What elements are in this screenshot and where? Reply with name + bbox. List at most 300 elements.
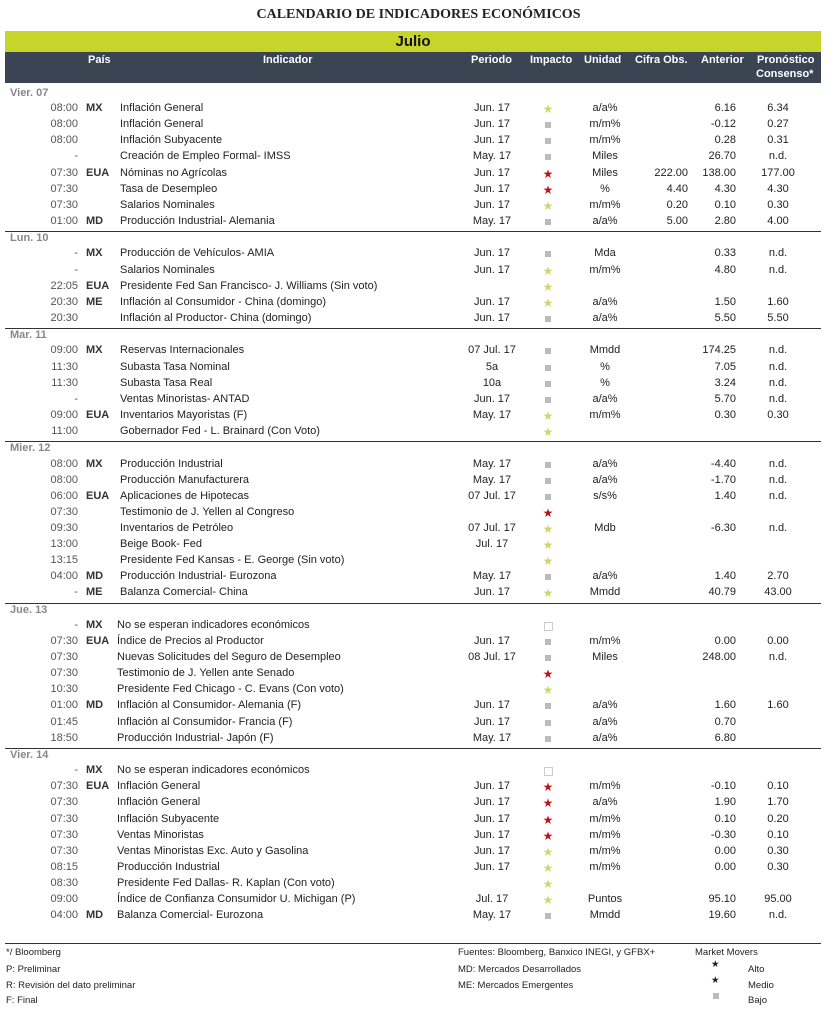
country-cell: EUA — [86, 166, 110, 179]
time-cell: 08:00 — [50, 102, 78, 115]
table-row — [0, 554, 837, 570]
forecast-cell: 1.60 — [767, 699, 789, 712]
forecast-cell: 95.00 — [764, 893, 792, 905]
yellow-star-icon: ★ — [542, 279, 554, 294]
period-cell: Jun. 17 — [473, 780, 511, 793]
time-cell: 07:30 — [50, 182, 78, 195]
previous-cell: 6.16 — [714, 102, 736, 115]
unit-cell: Miles — [592, 651, 618, 664]
table-row — [0, 716, 837, 732]
time-cell: 07:30 — [50, 505, 78, 518]
country-cell: ME — [86, 586, 103, 599]
time-cell: 01:45 — [50, 715, 78, 728]
table-row — [0, 102, 837, 118]
indicator-cell: Inflación al Consumidor- Francia (F) — [117, 715, 293, 728]
period-cell: May. 17 — [472, 457, 512, 470]
day-divider — [5, 748, 821, 749]
unit-cell: a/a% — [592, 715, 618, 728]
gray-square-icon — [538, 134, 558, 147]
unit-cell: m/m% — [589, 118, 621, 131]
table-row — [0, 732, 837, 748]
indicator-cell: Inflación al Consumidor- Alemania (F) — [117, 699, 302, 712]
col-forecast: Pronóstico — [757, 54, 815, 66]
table-row — [0, 247, 837, 263]
time-cell: 07:30 — [50, 828, 78, 841]
red-star-icon: ★ — [542, 667, 554, 682]
footer-note: F: Final — [6, 995, 38, 1006]
gray-square-icon — [538, 150, 558, 163]
table-row — [0, 796, 837, 812]
forecast-cell: 43.00 — [764, 586, 792, 599]
footer-note: */ Bloomberg — [6, 947, 61, 958]
unit-cell: m/m% — [589, 812, 621, 825]
indicator-cell: Producción de Vehículos- AMIA — [120, 247, 275, 260]
forecast-cell: n.d. — [768, 651, 788, 664]
yellow-star-icon: ★ — [542, 893, 554, 907]
red-star-icon: ★ — [711, 959, 720, 970]
time-cell: 10:30 — [50, 683, 78, 696]
table-row — [0, 780, 837, 796]
indicator-cell: Reservas Internacionales — [120, 344, 245, 357]
forecast-cell: 177.00 — [761, 166, 795, 179]
previous-cell: 0.10 — [714, 812, 736, 825]
time-cell: 13:00 — [50, 538, 78, 550]
previous-cell: 40.79 — [708, 586, 736, 599]
forecast-cell: 0.30 — [767, 408, 789, 421]
time-cell: - — [74, 764, 78, 777]
time-cell: - — [74, 150, 78, 163]
indicator-cell: Inflación General — [117, 780, 201, 793]
table-header — [5, 52, 821, 83]
country-cell: EUA — [86, 780, 110, 793]
forecast-cell: n.d. — [768, 909, 788, 922]
indicator-cell: Nuevas Solicitudes del Seguro de Desempleo — [117, 651, 341, 664]
time-cell: - — [74, 247, 78, 260]
country-cell: MX — [86, 618, 103, 631]
unit-cell: m/m% — [589, 828, 621, 841]
previous-cell: 0.70 — [714, 715, 736, 728]
gray-square-icon — [538, 344, 558, 357]
red-star-icon: ★ — [542, 780, 554, 795]
previous-cell: 3.24 — [714, 376, 736, 389]
unit-cell: a/a% — [592, 699, 618, 712]
empty-box-icon — [538, 619, 558, 634]
day-label: Vier. 14 — [10, 749, 49, 762]
table-row — [0, 538, 837, 554]
table-row — [0, 635, 837, 651]
time-cell: - — [74, 392, 78, 405]
unit-cell: Miles — [592, 150, 618, 163]
time-cell: 20:30 — [50, 295, 78, 308]
previous-cell: 174.25 — [702, 344, 736, 357]
indicator-cell: Presidente Fed Dallas- R. Kaplan (Con voto) — [117, 876, 335, 889]
col-country: País — [88, 54, 111, 66]
unit-cell: a/a% — [592, 731, 618, 744]
gray-square-icon — [538, 377, 558, 390]
time-cell: 08:00 — [50, 473, 78, 486]
time-cell: 08:15 — [50, 860, 78, 873]
unit-cell: m/m% — [589, 198, 621, 211]
movers-title: Market Movers — [695, 947, 758, 958]
period-cell: Jun. 17 — [473, 166, 511, 179]
table-row — [0, 764, 837, 780]
time-cell: 07:30 — [50, 651, 78, 664]
forecast-cell: 1.70 — [767, 796, 789, 809]
col-period: Periodo — [471, 54, 512, 66]
col-indicator: Indicador — [263, 54, 313, 66]
footer-source: MD: Mercados Desarrollados — [458, 964, 582, 975]
previous-cell: 1.40 — [714, 570, 736, 583]
day-label: Mar. 11 — [10, 329, 47, 342]
gray-square-icon — [538, 699, 558, 712]
time-cell: 08:30 — [50, 876, 78, 889]
country-cell: MD — [86, 699, 104, 712]
country-cell: EUA — [86, 489, 110, 502]
red-star-icon: ★ — [542, 505, 554, 520]
yellow-star-icon: ★ — [542, 424, 554, 439]
period-cell: Jun. 17 — [473, 860, 511, 873]
previous-cell: 0.00 — [714, 860, 736, 873]
forecast-cell: n.d. — [768, 392, 788, 405]
forecast-cell: 0.20 — [767, 812, 789, 825]
forecast-cell: 0.10 — [767, 828, 789, 841]
unit-cell: m/m% — [589, 134, 621, 147]
previous-cell: 1.60 — [714, 699, 736, 712]
gray-square-icon — [538, 361, 558, 374]
country-cell: MD — [86, 214, 104, 227]
forecast-cell: 5.50 — [767, 311, 789, 324]
country-cell: EUA — [86, 408, 110, 421]
unit-cell: m/m% — [589, 860, 621, 873]
indicator-cell: Testimonio de J. Yellen ante Senado — [117, 667, 295, 680]
forecast-cell: n.d. — [768, 247, 788, 260]
col-consensus: Consenso* — [756, 68, 814, 80]
forecast-cell: n.d. — [768, 263, 788, 276]
table-row — [0, 118, 837, 134]
col-impact: Impacto — [530, 54, 573, 66]
period-cell: Jul. 17 — [475, 893, 509, 905]
time-cell: 07:30 — [50, 198, 78, 211]
table-row — [0, 667, 837, 683]
country-cell: MD — [86, 909, 104, 922]
table-row — [0, 183, 837, 199]
period-cell: 08 Jul. 17 — [468, 651, 516, 664]
day-divider — [5, 441, 821, 442]
indicator-cell: Producción Industrial- Alemania — [120, 214, 275, 227]
indicator-cell: Presidente Fed San Francisco- J. Williams (Sin voto) — [120, 279, 378, 292]
gray-square-icon — [538, 651, 558, 664]
footer-source: Fuentes: Bloomberg, Banxico INEGI, y GFBX+ — [458, 947, 656, 958]
table-row — [0, 167, 837, 183]
previous-cell: 5.50 — [714, 311, 736, 324]
unit-cell: m/m% — [589, 780, 621, 793]
table-row — [0, 893, 837, 909]
gray-square-icon — [538, 490, 558, 503]
table-row — [0, 393, 837, 409]
time-cell: 20:30 — [50, 311, 78, 324]
indicator-cell: Ventas Minoristas- ANTAD — [120, 392, 250, 405]
day-divider — [5, 603, 821, 604]
indicator-cell: Gobernador Fed - L. Brainard (Con Voto) — [120, 424, 320, 437]
indicator-cell: No se esperan indicadores económicos — [117, 764, 310, 777]
previous-cell: 19.60 — [708, 909, 736, 922]
country-cell: EUA — [86, 635, 110, 647]
yellow-star-icon: ★ — [542, 876, 554, 891]
unit-cell: a/a% — [592, 392, 618, 405]
gray-square-icon — [538, 215, 558, 228]
indicator-cell: Producción Industrial- Japón (F) — [117, 731, 274, 744]
country-cell: MD — [86, 570, 104, 583]
previous-cell: 1.90 — [714, 796, 736, 809]
footer-source: ME: Mercados Emergentes — [458, 980, 574, 991]
day-label: Mier. 12 — [10, 442, 51, 455]
period-cell: Jun. 17 — [473, 263, 511, 276]
yellow-star-icon: ★ — [711, 975, 720, 986]
previous-cell: 5.70 — [714, 392, 736, 405]
period-cell: May. 17 — [472, 473, 512, 486]
yellow-star-icon: ★ — [542, 295, 554, 310]
forecast-cell: 4.00 — [767, 214, 789, 227]
forecast-cell: 0.30 — [767, 860, 789, 873]
period-cell: Jun. 17 — [473, 635, 511, 647]
time-cell: - — [74, 618, 78, 631]
table-row — [0, 829, 837, 845]
indicator-cell: Salarios Nominales — [120, 198, 215, 211]
table-row — [0, 280, 837, 296]
table-row — [0, 813, 837, 829]
time-cell: 07:30 — [50, 812, 78, 825]
table-row — [0, 861, 837, 877]
time-cell: 08:00 — [50, 118, 78, 131]
unit-cell: Mmdd — [589, 909, 621, 922]
forecast-cell: n.d. — [768, 376, 788, 389]
period-cell: 5a — [485, 360, 499, 373]
indicator-cell: Balanza Comercial- China — [120, 586, 248, 599]
indicator-cell: Producción Industrial — [120, 457, 223, 470]
country-cell: MX — [86, 102, 103, 115]
footer-note: P: Preliminar — [6, 964, 61, 975]
yellow-star-icon: ★ — [542, 860, 554, 875]
period-cell: Jun. 17 — [473, 828, 511, 841]
country-cell: MX — [86, 247, 103, 260]
period-cell: May. 17 — [472, 570, 512, 583]
period-cell: Jun. 17 — [473, 247, 511, 260]
forecast-cell: n.d. — [768, 150, 788, 163]
unit-cell: a/a% — [592, 311, 618, 324]
unit-cell: Miles — [592, 166, 618, 179]
table-row — [0, 377, 837, 393]
gray-square-icon — [538, 458, 558, 471]
period-cell: Jun. 17 — [473, 586, 511, 599]
yellow-star-icon: ★ — [542, 521, 554, 536]
yellow-star-icon: ★ — [542, 683, 554, 698]
period-cell: Jul. 17 — [475, 538, 509, 550]
movers-low: Bajo — [748, 995, 768, 1006]
indicator-cell: Testimonio de J. Yellen al Congreso — [120, 505, 295, 518]
period-cell: Jun. 17 — [473, 295, 511, 308]
unit-cell: a/a% — [592, 457, 618, 470]
forecast-cell: 0.00 — [767, 635, 789, 647]
indicator-cell: Inventarios Mayoristas (F) — [120, 408, 248, 421]
indicator-cell: Tasa de Desempleo — [120, 182, 218, 195]
indicator-cell: Presidente Fed Kansas - E. George (Sin voto) — [120, 554, 345, 567]
time-cell: 07:30 — [50, 667, 78, 680]
unit-cell: Mmdd — [589, 586, 621, 599]
indicator-cell: Inflación General — [117, 796, 201, 809]
table-row — [0, 296, 837, 312]
indicator-cell: Ventas Minoristas — [117, 828, 204, 841]
day-divider — [5, 328, 821, 329]
day-label: Lun. 10 — [10, 232, 49, 245]
forecast-cell: 6.34 — [767, 102, 789, 115]
period-cell: Jun. 17 — [473, 198, 511, 211]
previous-cell: 0.30 — [714, 408, 736, 421]
indicator-cell: Inflación Subyacente — [117, 812, 220, 825]
previous-cell: 138.00 — [702, 166, 736, 179]
yellow-star-icon: ★ — [542, 102, 554, 117]
table-row — [0, 409, 837, 425]
previous-cell: 1.50 — [714, 295, 736, 308]
time-cell: 04:00 — [50, 570, 78, 583]
time-cell: 08:00 — [50, 457, 78, 470]
forecast-cell: n.d. — [768, 344, 788, 357]
day-label: Jue. 13 — [10, 603, 48, 616]
time-cell: - — [74, 263, 78, 276]
table-row — [0, 683, 837, 699]
time-cell: 07:30 — [50, 844, 78, 857]
previous-cell: 0.28 — [714, 134, 736, 147]
period-cell: May. 17 — [472, 731, 512, 744]
day-divider — [5, 231, 821, 232]
gray-square-icon — [538, 909, 558, 922]
country-cell: MX — [86, 344, 103, 357]
unit-cell: a/a% — [592, 796, 618, 809]
forecast-cell: 2.70 — [767, 570, 789, 583]
movers-medium: Medio — [748, 980, 774, 991]
country-cell: EUA — [86, 279, 110, 292]
table-row — [0, 877, 837, 893]
forecast-cell: n.d. — [768, 521, 788, 534]
table-row — [0, 425, 837, 441]
indicator-cell: Inflación al Consumidor - China (domingo) — [120, 295, 327, 308]
previous-cell: -1.70 — [710, 473, 736, 486]
unit-cell: Puntos — [587, 893, 623, 905]
month-banner: Julio — [5, 31, 821, 52]
table-row — [0, 264, 837, 280]
previous-cell: 7.05 — [714, 360, 736, 373]
country-cell: MX — [86, 457, 103, 470]
red-star-icon: ★ — [542, 828, 554, 843]
forecast-cell: 1.60 — [767, 295, 789, 308]
indicator-cell: Índice de Precios al Productor — [117, 635, 264, 647]
unit-cell: a/a% — [592, 214, 618, 227]
indicator-cell: Inflación General — [120, 102, 204, 115]
previous-cell: 0.00 — [714, 844, 736, 857]
previous-cell: -0.30 — [710, 828, 736, 841]
forecast-cell: 0.10 — [767, 780, 789, 793]
previous-cell: -0.10 — [710, 780, 736, 793]
day-label: Vier. 07 — [10, 87, 49, 99]
red-star-icon: ★ — [542, 812, 554, 827]
movers-high: Alto — [748, 964, 765, 975]
table-row — [0, 522, 837, 538]
period-cell: Jun. 17 — [473, 844, 511, 857]
period-cell: Jun. 17 — [473, 134, 511, 147]
gray-square-icon — [538, 474, 558, 487]
yellow-star-icon: ★ — [542, 586, 554, 601]
indicator-cell: Producción Industrial- Eurozona — [120, 570, 277, 583]
time-cell: - — [74, 586, 78, 599]
indicator-cell: Inventarios de Petróleo — [120, 521, 234, 534]
col-prev: Anterior — [701, 54, 744, 66]
forecast-cell: 0.27 — [767, 118, 789, 131]
time-cell: 01:00 — [50, 699, 78, 712]
indicator-cell: Creación de Empleo Formal- IMSS — [120, 150, 291, 163]
previous-cell: 0.33 — [714, 247, 736, 260]
page-title: CALENDARIO DE INDICADORES ECONÓMICOS — [256, 7, 581, 22]
unit-cell: a/a% — [592, 473, 618, 486]
indicator-cell: Índice de Confianza Consumidor U. Michigan (P) — [117, 893, 356, 905]
indicator-cell: Inflación Subyacente — [120, 134, 223, 147]
period-cell: May. 17 — [472, 909, 512, 922]
time-cell: 04:00 — [50, 909, 78, 922]
previous-cell: -4.40 — [710, 457, 736, 470]
obs-cell: 222.00 — [654, 166, 688, 179]
forecast-cell: n.d. — [768, 457, 788, 470]
period-cell: Jun. 17 — [473, 311, 511, 324]
gray-square-icon — [538, 570, 558, 583]
col-obs: Cifra Obs. — [635, 54, 688, 66]
period-cell: 10a — [482, 376, 502, 389]
table-row — [0, 361, 837, 377]
previous-cell: -6.30 — [710, 521, 736, 534]
table-row — [0, 199, 837, 215]
empty-box-icon — [538, 764, 558, 779]
unit-cell: Mmdd — [589, 344, 621, 357]
yellow-star-icon: ★ — [542, 198, 554, 213]
period-cell: 07 Jul. 17 — [468, 521, 516, 534]
indicator-cell: Producción Industrial — [117, 860, 220, 873]
time-cell: 07:30 — [50, 635, 78, 647]
time-cell: 07:30 — [50, 796, 78, 809]
period-cell: Jun. 17 — [473, 796, 511, 809]
time-cell: 09:00 — [50, 344, 78, 357]
gray-square-icon — [538, 393, 558, 406]
time-cell: 09:30 — [50, 521, 78, 534]
time-cell: 09:00 — [50, 893, 78, 905]
forecast-cell: 0.30 — [767, 198, 789, 211]
unit-cell: a/a% — [592, 102, 618, 115]
yellow-star-icon: ★ — [542, 844, 554, 859]
table-row — [0, 506, 837, 522]
table-row — [0, 490, 837, 506]
table-row — [0, 619, 837, 635]
table-row — [0, 586, 837, 602]
table-row — [0, 312, 837, 328]
gray-square-icon — [538, 247, 558, 260]
forecast-cell: n.d. — [768, 489, 788, 502]
gray-square-icon — [538, 716, 558, 729]
gray-square-icon — [538, 732, 558, 745]
previous-cell: 6.80 — [714, 731, 736, 744]
indicator-cell: No se esperan indicadores económicos — [117, 618, 310, 631]
indicator-cell: Nóminas no Agrícolas — [120, 166, 227, 179]
unit-cell: % — [600, 376, 610, 389]
previous-cell: -0.12 — [710, 118, 736, 131]
footer-note: R: Revisión del dato preliminar — [6, 980, 136, 991]
period-cell: Jun. 17 — [473, 118, 511, 131]
table-row — [0, 150, 837, 166]
